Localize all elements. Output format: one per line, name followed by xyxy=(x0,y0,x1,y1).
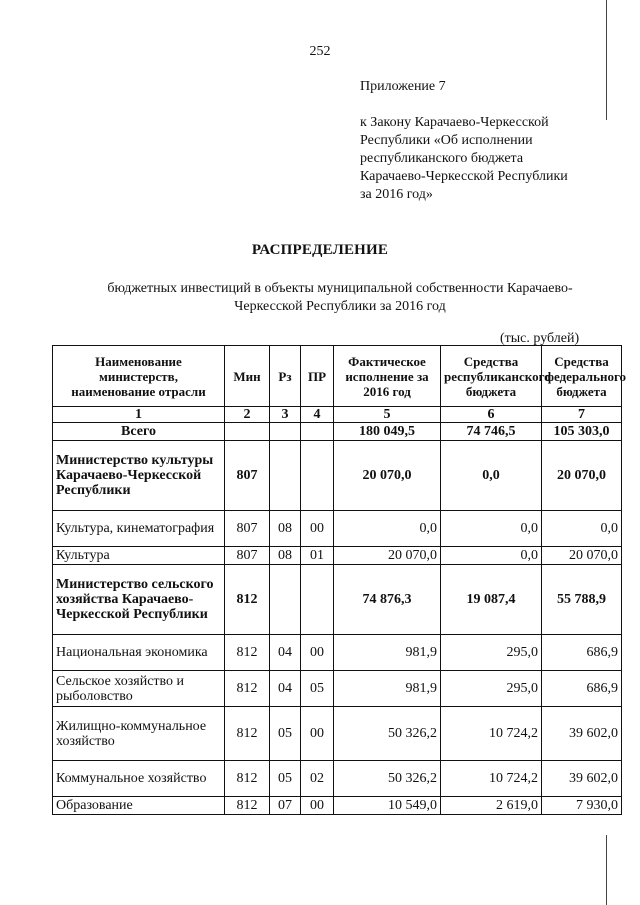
row-min: 812 xyxy=(225,671,270,707)
row-republic: 74 746,5 xyxy=(441,423,542,441)
row-fact: 20 070,0 xyxy=(334,441,441,511)
row-federal: 686,9 xyxy=(542,635,622,671)
row-federal: 20 070,0 xyxy=(542,547,622,565)
row-republic: 295,0 xyxy=(441,671,542,707)
row-republic: 10 724,2 xyxy=(441,761,542,797)
row-pr: 00 xyxy=(301,635,334,671)
row-name: Культура xyxy=(53,547,225,565)
row-fact: 180 049,5 xyxy=(334,423,441,441)
row-min: 807 xyxy=(225,441,270,511)
row-fact: 10 549,0 xyxy=(334,797,441,815)
appendix-title: Приложение 7 xyxy=(360,79,446,94)
units-label: (тыс. рублей) xyxy=(500,331,580,346)
table-row xyxy=(53,707,622,761)
row-rz xyxy=(270,423,301,441)
row-republic: 0,0 xyxy=(441,511,542,547)
table-row xyxy=(53,797,622,815)
row-name: Всего xyxy=(53,423,225,441)
appendix-line: Республики «Об исполнении xyxy=(360,133,533,148)
row-pr: 00 xyxy=(301,797,334,815)
header-min: Мин xyxy=(225,346,270,407)
appendix-block xyxy=(360,78,630,204)
header-row xyxy=(53,346,622,407)
row-min: 812 xyxy=(225,797,270,815)
row-republic: 10 724,2 xyxy=(441,707,542,761)
row-min: 807 xyxy=(225,547,270,565)
row-republic: 2 619,0 xyxy=(441,797,542,815)
row-name: Министерство сельского хозяйства Карачаево-Черкесской Республики xyxy=(53,565,225,635)
row-name: Образование xyxy=(53,797,225,815)
row-name: Сельское хозяйство и рыболовство xyxy=(53,671,225,707)
row-rz: 04 xyxy=(270,671,301,707)
row-name: Министерство культуры Карачаево-Черкесской Республики xyxy=(53,441,225,511)
row-pr xyxy=(301,565,334,635)
table-row-ministry xyxy=(53,441,622,511)
row-pr: 05 xyxy=(301,671,334,707)
row-federal: 7 930,0 xyxy=(542,797,622,815)
column-number: 7 xyxy=(542,407,622,423)
column-number: 1 xyxy=(53,407,225,423)
row-pr xyxy=(301,441,334,511)
appendix-line: республиканского бюджета xyxy=(360,151,524,166)
header-pr: ПР xyxy=(301,346,334,407)
row-republic: 295,0 xyxy=(441,635,542,671)
row-rz xyxy=(270,565,301,635)
row-republic: 0,0 xyxy=(441,547,542,565)
row-pr: 00 xyxy=(301,511,334,547)
row-name: Национальная экономика xyxy=(53,635,225,671)
table-row xyxy=(53,761,622,797)
appendix-line: к Закону Карачаево-Черкесской xyxy=(360,115,549,130)
row-federal: 20 070,0 xyxy=(542,441,622,511)
header-rz: Рз xyxy=(270,346,301,407)
row-name: Коммунальное хозяйство xyxy=(53,761,225,797)
row-min: 812 xyxy=(225,565,270,635)
row-rz: 07 xyxy=(270,797,301,815)
header-federal: Средства федерального бюджета xyxy=(542,346,622,407)
scan-edge-line xyxy=(606,0,607,120)
row-rz xyxy=(270,441,301,511)
document-subtitle-line-1: бюджетных инвестиций в объекты муниципальной собственности Карачаево- xyxy=(107,281,573,296)
row-min: 812 xyxy=(225,761,270,797)
row-pr xyxy=(301,423,334,441)
page-number: 252 xyxy=(309,44,331,59)
row-rz: 08 xyxy=(270,547,301,565)
row-fact: 0,0 xyxy=(334,511,441,547)
table-row xyxy=(53,547,622,565)
row-min: 812 xyxy=(225,635,270,671)
column-number: 6 xyxy=(441,407,542,423)
row-fact: 74 876,3 xyxy=(334,565,441,635)
table-row xyxy=(53,635,622,671)
row-fact: 50 326,2 xyxy=(334,707,441,761)
document-subtitle-line-2: Черкесской Республики за 2016 год xyxy=(234,299,446,314)
row-federal: 55 788,9 xyxy=(542,565,622,635)
column-number: 3 xyxy=(270,407,301,423)
document-title: РАСПРЕДЕЛЕНИЕ xyxy=(251,242,389,258)
table-row xyxy=(53,511,622,547)
row-pr: 01 xyxy=(301,547,334,565)
row-fact: 981,9 xyxy=(334,671,441,707)
row-pr: 00 xyxy=(301,707,334,761)
row-federal: 39 602,0 xyxy=(542,707,622,761)
table-row-ministry xyxy=(53,565,622,635)
row-min xyxy=(225,423,270,441)
column-number: 4 xyxy=(301,407,334,423)
column-number: 5 xyxy=(334,407,441,423)
row-rz: 04 xyxy=(270,635,301,671)
row-federal: 0,0 xyxy=(542,511,622,547)
header-name: Наименование министерств, наименование отрасли xyxy=(53,346,225,407)
row-min: 812 xyxy=(225,707,270,761)
row-name: Культура, кинематография xyxy=(53,511,225,547)
row-rz: 05 xyxy=(270,707,301,761)
row-fact: 50 326,2 xyxy=(334,761,441,797)
header-republic: Средства республиканского бюджета xyxy=(441,346,542,407)
row-rz: 05 xyxy=(270,761,301,797)
appendix-line: Карачаево-Черкесской Республики xyxy=(360,169,568,184)
row-federal: 105 303,0 xyxy=(542,423,622,441)
table-row xyxy=(53,671,622,707)
column-number-row xyxy=(53,407,622,423)
header-fact: Фактическое исполнение за 2016 год xyxy=(334,346,441,407)
column-number: 2 xyxy=(225,407,270,423)
row-federal: 686,9 xyxy=(542,671,622,707)
row-republic: 0,0 xyxy=(441,441,542,511)
row-republic: 19 087,4 xyxy=(441,565,542,635)
table-row-total xyxy=(53,423,622,441)
distribution-table xyxy=(52,345,627,815)
row-fact: 981,9 xyxy=(334,635,441,671)
row-min: 807 xyxy=(225,511,270,547)
appendix-line: за 2016 год» xyxy=(360,187,433,202)
row-name: Жилищно-коммунальное хозяйство xyxy=(53,707,225,761)
row-pr: 02 xyxy=(301,761,334,797)
row-federal: 39 602,0 xyxy=(542,761,622,797)
row-rz: 08 xyxy=(270,511,301,547)
document-subtitle xyxy=(60,280,620,316)
scan-edge-line xyxy=(606,835,607,905)
row-fact: 20 070,0 xyxy=(334,547,441,565)
